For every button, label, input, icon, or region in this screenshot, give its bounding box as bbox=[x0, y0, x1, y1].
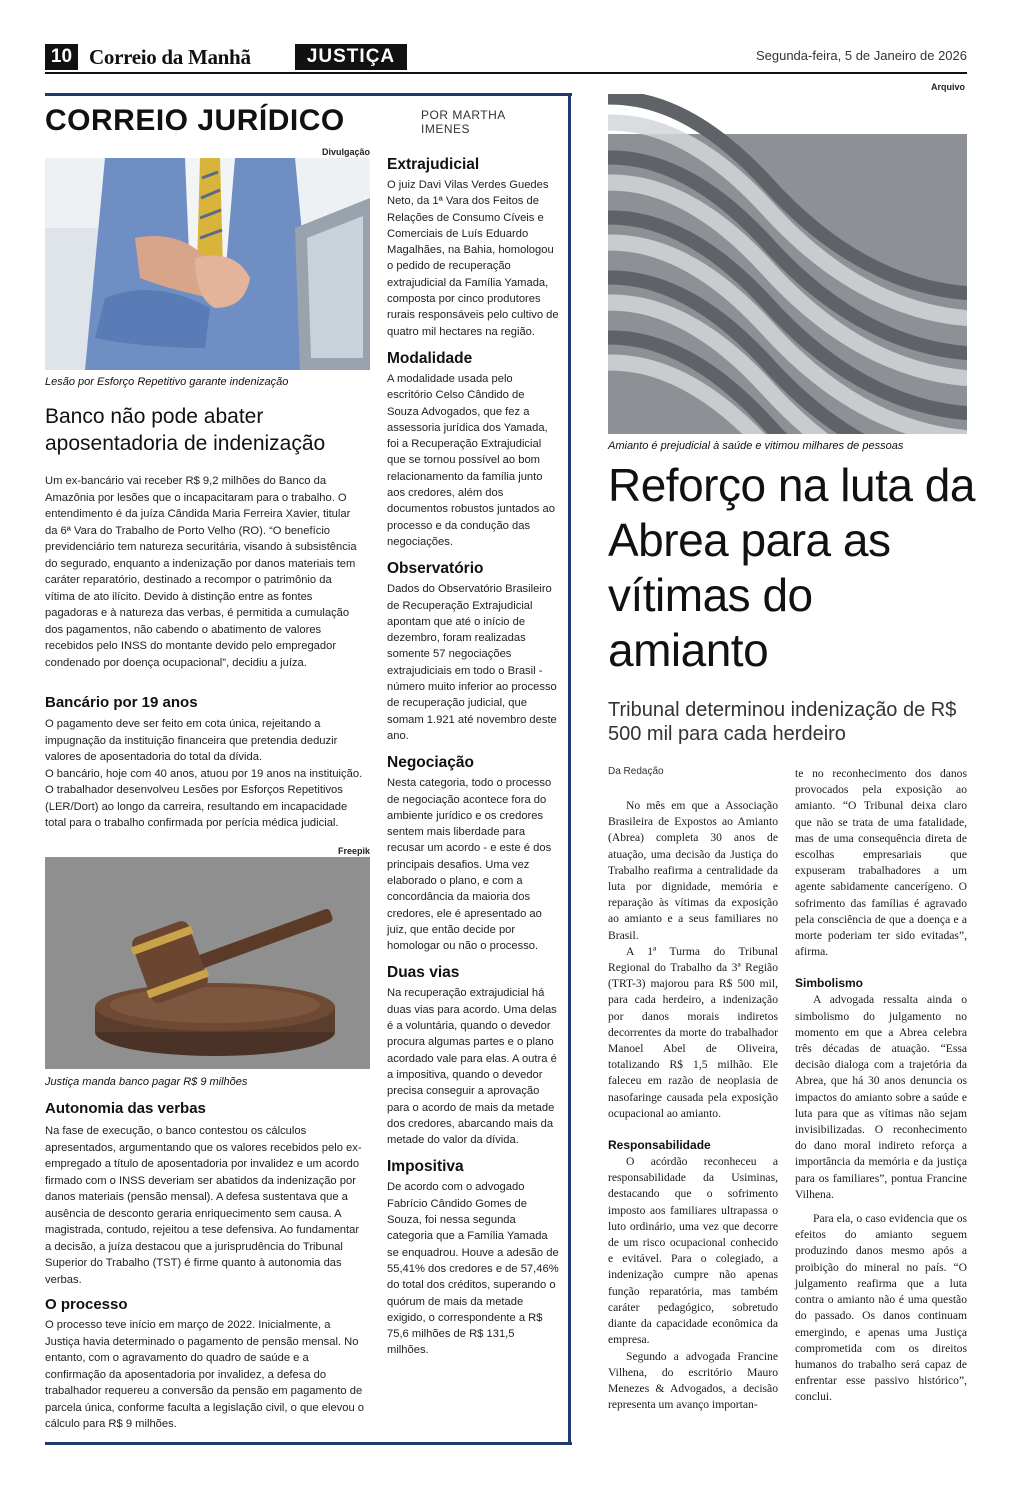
column-box-bottom bbox=[45, 1442, 572, 1445]
sidebar-text: O juiz Davi Vilas Verdes Guedes Neto, da 1ª Vara dos Feitos de Relações de Consumo Cíveis e Comerciais de Luís Eduardo Magalhães, na Bahia, homologou o pedido de recuperação extrajudicial da Família Yamada, composta por cinco produtores rurais responsáveis pelo cultivo de quatro mil hectares na região. bbox=[387, 179, 559, 338]
page-header bbox=[45, 44, 967, 72]
sidebar-text: Na recuperação extrajudicial há duas vias para acordo. Uma delas é a voluntária, quando o devedor procura algumas partes e o plano acordado vale para elas. A outra é a impositiva, quando o devedor precisa conseguir a aprovação para o acordo de mais da metade dos credores, abarcando mais da metade do valor da dívida. bbox=[387, 987, 557, 1147]
sidebar-item-negociacao bbox=[387, 754, 559, 954]
sidebar-item-observatorio bbox=[387, 560, 559, 744]
main-paragraph: A 1ª Turma do Tribunal Regional do Trabalho da 3ª Região (TRT-3) majorou para R$ 500 mil, para cada herdeiro, a indenização por danos morais indiretos decorrentes da morte do trabalhador Manoel Abel de Oliveira, totalizando R$ 1,5 milhão. Ele faleceu em razão de neoplasia de nasofaringe causada pela exposição ocupacional ao amianto. bbox=[608, 944, 778, 1120]
subhead-processo: O processo bbox=[45, 1296, 128, 1313]
sidebar-heading: Negociação bbox=[387, 754, 475, 772]
sidebar-notes bbox=[387, 156, 559, 1369]
main-headline: Reforço na luta da Abrea para as vítimas do amianto bbox=[608, 459, 975, 676]
column-kicker: CORREIO JURÍDICO bbox=[45, 104, 345, 137]
main-author: Da Redação bbox=[608, 766, 664, 777]
left-body-1 bbox=[45, 716, 365, 832]
sidebar-heading: Duas vias bbox=[387, 964, 460, 982]
column-box-right bbox=[568, 93, 571, 1445]
sidebar-item-extrajudicial bbox=[387, 156, 559, 340]
masthead: Correio da Manhã bbox=[89, 45, 251, 69]
office-worker-photo bbox=[45, 158, 370, 370]
left-body-1b: O bancário, hoje com 40 anos, atuou por 19 anos na instituição. O trabalhador desenvolveu Lesões por Esforços Repetitivos (LER/Dort) ao longo da carreira, resultando em incapacidade total para o trabalho confirmada por perícia médica judicial. bbox=[45, 767, 363, 829]
subhead-simbolismo: Simbolismo bbox=[795, 976, 864, 991]
sidebar-text: De acordo com o advogado Fabrício Cândido Gomes de Souza, foi nessa segunda categoria que a Família Yamada se enquadrou. Houve a adesão de 55,41% dos credores e de 57,46% do total dos créditos, superando o quórum de mais da metade exigido, o correspondente a R$ 75,6 milhões de R$ 131,5 milhões. bbox=[387, 1181, 559, 1357]
sidebar-heading: Impositiva bbox=[387, 1158, 464, 1176]
issue-date: Segunda-feira, 5 de Janeiro de 2026 bbox=[755, 48, 967, 63]
column-byline bbox=[421, 108, 506, 136]
sidebar-text: Dados do Observatório Brasileiro de Recuperação Extrajudicial apontam que até o início de dezembro, foram realizadas somente 57 negociações extrajudiciais em todo o Brasil - número muito inferior ao processo de recuperação judicial, que somam 1.921 até novembro deste ano. bbox=[387, 583, 557, 742]
subhead-autonomia: Autonomia das verbas bbox=[45, 1100, 206, 1117]
main-paragraph: te no reconhecimento dos danos provocados pela exposição ao amianto. “O Tribunal deixa claro que não se trata de uma fatalidade, mas de uma consequência direta de escolhas empresariais que expuseram trabalhadores a um agente sabidamente cancerígeno. O sofrimento das famílias é agravado pela consciência de que a doença e a morte poderiam ter sido evitadas”, afirma. bbox=[795, 767, 967, 959]
right-photo-caption: Amianto é prejudicial à saúde e vitimou milhares de pessoas bbox=[608, 440, 904, 452]
sidebar-heading: Observatório bbox=[387, 560, 484, 578]
gavel-photo bbox=[45, 857, 370, 1069]
subhead-responsabilidade: Responsabilidade bbox=[608, 1138, 711, 1153]
sidebar-text: Nesta categoria, todo o processo de negociação acontece fora do ambiente jurídico e os credores sentem mais liberdade para recusar um acordo - e este é dos principais desafios. Uma vez elaborado o plano, e com a concordância da maioria dos credores, ele é apresentado ao juiz, que então decide por homologar ou não o processo. bbox=[387, 777, 552, 953]
right-photo-credit: Arquivo bbox=[930, 82, 965, 92]
sidebar-heading: Extrajudicial bbox=[387, 156, 480, 173]
sidebar-item-modalidade bbox=[387, 350, 559, 550]
main-column-1 bbox=[608, 798, 778, 1413]
left-headline: Banco não pode abater aposentadoria de indenização bbox=[45, 405, 326, 455]
left-body-3: O processo teve início em março de 2022. Inicialmente, a Justiça havia determinado o pagamento de pensão mensal. No entanto, com o agravamento do quadro de saúde e a confirmação da aposentadoria por invalidez, a defesa do trabalhador requereu a conversão da pensão em pagamento de parcela única, conforme faculta a legislação civil, o que elevou o cálculo para R$ 9 milhões. bbox=[45, 1319, 365, 1430]
sidebar-text: A modalidade usada pelo escritório Celso Cândido de Souza Advogados, que fez a assessoria jurídica dos Yamada, foi a Recuperação Extrajudicial que se tornou possível ao bom relacionamento da família junto aos credores, além dos documentos robustos juntados ao processo e da condução das negociações. bbox=[387, 372, 555, 548]
section-label: JUSTIÇA bbox=[295, 44, 407, 70]
photo2-caption: Justiça manda banco pagar R$ 9 milhões bbox=[45, 1076, 248, 1088]
photo1-credit: Divulgação bbox=[321, 147, 370, 157]
main-paragraph: A advogada ressalta ainda o simbolismo do julgamento no momento em que a Abrea celebra três décadas de atuação. “Essa decisão dialoga com a trajetória da Abrea, que há 30 anos denuncia os impactos do amianto sobre a saúde e luta para que as vítimas não sejam invisibilizadas. O reconhecimento do dano moral indireto reforça a importância da memória e da justiça para os familiares”, pontua Francine Vilhena. bbox=[795, 993, 967, 1201]
sidebar-item-impositiva bbox=[387, 1158, 559, 1358]
header-rule bbox=[45, 72, 967, 74]
main-deck: Tribunal determinou indenização de R$ 500 mil para cada herdeiro bbox=[608, 699, 957, 745]
photo2-credit: Freepik bbox=[337, 846, 370, 856]
main-column-2 bbox=[795, 766, 967, 1406]
subhead-bancario: Bancário por 19 anos bbox=[45, 694, 198, 711]
asbestos-roof-photo bbox=[608, 94, 967, 434]
sidebar-heading: Modalidade bbox=[387, 349, 473, 367]
main-paragraph: Segundo a advogada Francine Vilhena, do escritório Mauro Menezes & Advogados, a decisão representa um avanço importan- bbox=[608, 1349, 778, 1412]
main-paragraph: Para ela, o caso evidencia que os efeitos do amianto seguem produzindo danos mesmo após a proibição do mineral no país. “O julgamento reafirma que a luta contra o amianto não é uma questão do passado. Os danos continuam emergindo, e apenas uma Justiça comprometida com os direitos humanos do trabalho será capaz de enfrentar esse passivo histórico”, conclui. bbox=[795, 1212, 967, 1404]
main-paragraph: O acórdão reconheceu a responsabilidade da Usiminas, destacando que o sofrimento imposto aos familiares ultrapassa o luto ordinário, uma vez que decorre de um risco ocupacional conhecido e evitável. Para o colegiado, a indenização cumpre não apenas função reparatória, mas também caráter pedagógico, sobretudo diante da capacidade econômica da empresa. bbox=[608, 1155, 778, 1347]
left-lead: Um ex-bancário vai receber R$ 9,2 milhões do Banco da Amazônia por lesões que o incapacitaram para o trabalho. O entendimento é da juíza Cândida Maria Ferreira Xavier, titular da 6ª Vara do Trabalho de Porto Velho (RO). “O benefício previdenciário tem natureza securitária, visando à subsistência do segurado, enquanto a indenização por danos materiais tem caráter reparatório, destinado a recompor o patrimônio da vítima de ato ilícito. Devido à distinção entre as fontes pagadoras e à natureza das verbas, é permitida a cumulação dos pagamentos, não cabendo o abatimento de valores recebidos pelo INSS do montante devido pelo empregador condenado por doença ocupacional”, decidiu a juíza. bbox=[45, 475, 357, 669]
column-box-top bbox=[45, 93, 572, 96]
sidebar-item-duas-vias bbox=[387, 964, 559, 1148]
main-paragraph: No mês em que a Associação Brasileira de Expostos ao Amianto (Abrea) completa 30 anos de atuação, uma decisão da Justiça do Trabalho reafirma a centralidade da luta por dignidade, memória e reparação às vítimas da exposição ao amianto e a seus familiares no Brasil. bbox=[608, 799, 778, 942]
byline-line-2: IMENES bbox=[421, 122, 471, 136]
page-number: 10 bbox=[45, 44, 78, 70]
left-body-1a: O pagamento deve ser feito em cota única, rejeitando a impugnação da instituição financeira que pretendia deduzir valores de aposentadoria do total da dívida. bbox=[45, 718, 338, 763]
photo1-caption: Lesão por Esforço Repetitivo garante indenização bbox=[45, 376, 289, 388]
byline-line-1: POR MARTHA bbox=[421, 108, 506, 122]
left-body-2: Na fase de execução, o banco contestou os cálculos apresentados, argumentando que os valores recebidos pelo ex-empregado a título de aposentadoria por invalidez e um acordo firmado com o INSS deveriam ser abatidos da indenização por danos materiais (pensão mensal). A defesa sustentava que a ausência de desconto geraria enriquecimento sem causa. A magistrada, contudo, rejeitou a tese defensiva. Ao fundamentar a decisão, a juíza destacou que a jurisprudência do Tribunal Superior do Trabalho (TST) é firme quanto à autonomia das verbas. bbox=[45, 1125, 362, 1286]
